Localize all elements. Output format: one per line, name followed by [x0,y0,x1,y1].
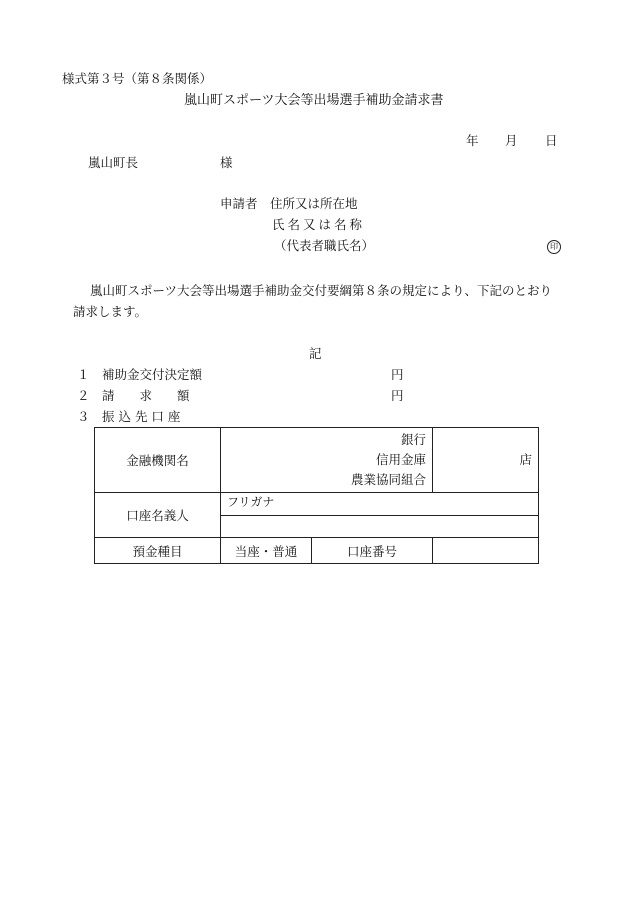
document-title: 嵐山町スポーツ大会等出場選手補助金請求書 [184,93,444,108]
seal-mark-icon: 印 [547,240,561,254]
item-3-number: ３ [77,409,90,424]
bank-type-agri-coop: 農業協同組合 [351,472,427,487]
form-number: 様式第３号（第８条関係） [62,71,213,86]
representative-label: （代表者職氏名） [274,238,375,253]
addressee-name: 嵐山町長 [88,155,139,170]
body-text-line-2: 請求します。 [73,304,148,319]
deposit-type-options-cell[interactable]: 当座・普通 [221,538,312,564]
item-2-label: 請 求 額 [102,388,190,403]
date-year-label: 年 [466,133,479,148]
date-day-label: 日 [545,133,558,148]
item-1-label: 補助金交付決定額 [102,367,203,382]
name-label: 氏名又は名称 [272,217,366,232]
item-2-number: ２ [77,388,90,403]
branch-cell[interactable]: 店 [433,428,539,493]
institution-label-cell: 金融機関名 [95,428,221,493]
item-3-label: 振 込 先 口 座 [102,409,181,424]
account-number-cell[interactable] [433,538,539,564]
holder-name-cell[interactable] [221,516,539,538]
applicant-label: 申請者 [220,196,258,211]
addressee-honorific: 様 [220,155,233,170]
item-1-unit: 円 [391,367,404,382]
bank-type-cell[interactable] [221,428,433,493]
address-label: 住所又は所在地 [270,196,358,211]
date-month-label: 月 [505,133,518,148]
deposit-type-label-cell: 預金種目 [95,538,221,564]
bank-type-credit-union: 信用金庫 [376,452,427,467]
item-1-number: １ [77,367,90,382]
holder-label-cell: 口座名義人 [95,493,221,538]
bank-type-bank: 銀行 [401,432,427,447]
body-text-line-1: 嵐山町スポーツ大会等出場選手補助金交付要綱第８条の規定により、下記のとおり [90,283,553,298]
ki-heading: 記 [309,346,322,361]
account-number-label-cell: 口座番号 [312,538,433,564]
bank-account-table [94,427,539,564]
furigana-cell[interactable]: フリガナ [221,493,539,516]
item-2-unit: 円 [391,388,404,403]
